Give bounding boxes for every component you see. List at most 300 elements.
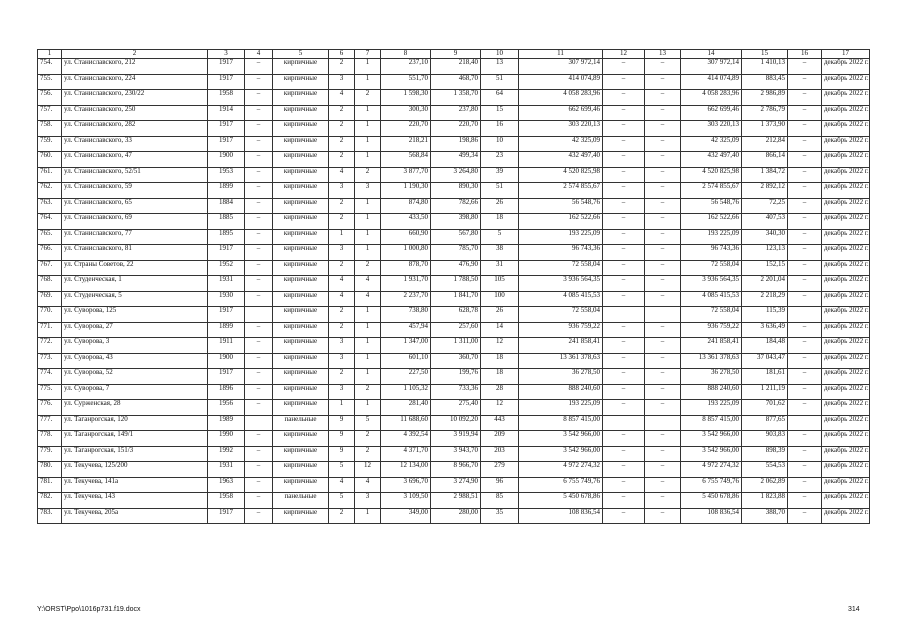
cell-row-number: 771. [38,322,62,338]
cell-row-number: 769. [38,291,62,307]
cell-col-16: – [788,462,822,478]
cell-entrances: 2 [355,446,381,462]
cell-col-16: – [788,229,822,245]
cell-residents: 18 [481,369,519,385]
cell-living-area: 398,80 [431,214,481,230]
cell-residents: 16 [481,121,519,137]
cell-cost-col-13: – [645,214,681,230]
cell-address: ул. Суворова, 52 [62,369,208,385]
column-number-header: 8 [381,50,431,59]
table-row [38,214,870,230]
cell-year-built: 1917 [208,307,245,323]
cell-cost-per-sqm: 2 218,29 [742,291,788,307]
cell-residents: 23 [481,152,519,168]
cell-entrances: 1 [355,121,381,137]
cell-total-cost: 241 858,41 [519,338,603,354]
column-number-header: 12 [603,50,645,59]
table-row [38,338,870,354]
cell-completion-date: декабрь 2022 г. [822,400,870,416]
cell-residents: 96 [481,477,519,493]
cell-wear: – [245,260,273,276]
column-number-header: 15 [742,50,788,59]
cell-total-area: 300,30 [381,105,431,121]
cell-cost-per-sqm: 3 636,49 [742,322,788,338]
table-row [38,136,870,152]
cell-cost-col-13: – [645,136,681,152]
cell-wall-material: кирпичные [273,214,329,230]
cell-year-built: 1930 [208,291,245,307]
cell-entrances: 4 [355,276,381,292]
cell-address: ул. Суворова, 43 [62,353,208,369]
cell-wall-material: панельные [273,493,329,509]
cell-row-number: 774. [38,369,62,385]
cell-total-cost: 193 225,09 [519,229,603,245]
cell-wall-material: кирпичные [273,276,329,292]
cell-floors: 4 [329,167,355,183]
cell-year-built: 1914 [208,105,245,121]
cell-wall-material: кирпичные [273,508,329,524]
cell-cost-per-sqm: 1 384,72 [742,167,788,183]
cell-cost-col-13: – [645,446,681,462]
cell-cost-per-sqm: 37 043,47 [742,353,788,369]
cell-address: ул. Таганрогская, 149/1 [62,431,208,447]
cell-col-16: – [788,353,822,369]
cell-address: ул. Станиславского, 282 [62,121,208,137]
cell-floors: 3 [329,353,355,369]
cell-entrances: 1 [355,74,381,90]
cell-living-area: 782,66 [431,198,481,214]
cell-wall-material: кирпичные [273,121,329,137]
cell-floors: 5 [329,493,355,509]
cell-cost-per-sqm: 123,13 [742,245,788,261]
cell-wall-material: кирпичные [273,59,329,75]
cell-living-area: 733,36 [431,384,481,400]
cell-total-cost: 662 699,46 [519,105,603,121]
column-number-header: 10 [481,50,519,59]
cell-address: ул. Студенческая, 1 [62,276,208,292]
table-row [38,493,870,509]
cell-floors: 2 [329,152,355,168]
cell-cost-per-sqm: 2 062,89 [742,477,788,493]
cell-cost-col-12: – [603,245,645,261]
cell-cost-col-12: – [603,198,645,214]
cell-floors: 2 [329,121,355,137]
cell-wear: – [245,136,273,152]
cell-completion-date: декабрь 2022 г. [822,59,870,75]
table-row [38,400,870,416]
cell-cost-col-14: 432 497,40 [681,152,742,168]
cell-wear: – [245,59,273,75]
cell-cost-col-14: 4 520 825,98 [681,167,742,183]
cell-col-16: – [788,167,822,183]
cell-address: ул. Станиславского, 47 [62,152,208,168]
cell-total-cost: 307 972,14 [519,59,603,75]
cell-row-number: 758. [38,121,62,137]
cell-cost-col-12: – [603,291,645,307]
cell-wear [245,415,273,431]
cell-year-built: 1917 [208,74,245,90]
cell-address: ул. Суворова, 3 [62,338,208,354]
cell-entrances: 1 [355,338,381,354]
cell-floors: 9 [329,415,355,431]
cell-col-16: – [788,338,822,354]
cell-cost-col-14: 193 225,09 [681,400,742,416]
cell-wear: – [245,338,273,354]
cell-cost-per-sqm: 2 892,12 [742,183,788,199]
cell-total-area: 4 371,70 [381,446,431,462]
cell-total-cost: 162 522,66 [519,214,603,230]
cell-total-cost: 5 450 678,86 [519,493,603,509]
cell-cost-per-sqm: 2 986,89 [742,90,788,106]
table-row [38,322,870,338]
cell-col-16: – [788,384,822,400]
cell-year-built: 1899 [208,183,245,199]
cell-total-area: 227,50 [381,369,431,385]
cell-completion-date: декабрь 2022 г. [822,462,870,478]
table-row [38,369,870,385]
cell-total-cost: 42 325,09 [519,136,603,152]
cell-residents: 51 [481,183,519,199]
table-row [38,260,870,276]
table-row [38,384,870,400]
cell-entrances: 2 [355,384,381,400]
cell-row-number: 754. [38,59,62,75]
cell-total-area: 551,70 [381,74,431,90]
cell-residents: 203 [481,446,519,462]
cell-entrances: 12 [355,462,381,478]
cell-row-number: 759. [38,136,62,152]
cell-entrances: 3 [355,493,381,509]
cell-floors: 4 [329,477,355,493]
cell-year-built: 1931 [208,276,245,292]
cell-row-number: 768. [38,276,62,292]
cell-wall-material: кирпичные [273,369,329,385]
cell-cost-col-13: – [645,276,681,292]
cell-cost-col-14: 2 574 855,67 [681,183,742,199]
cell-floors: 1 [329,229,355,245]
cell-col-16: – [788,477,822,493]
cell-residents: 26 [481,198,519,214]
cell-total-cost: 3 936 564,35 [519,276,603,292]
cell-address: ул. Станиславского, 77 [62,229,208,245]
table-row [38,59,870,75]
cell-wear: – [245,74,273,90]
cell-floors: 5 [329,462,355,478]
cell-wear: – [245,214,273,230]
table-row [38,477,870,493]
cell-total-cost: 432 497,40 [519,152,603,168]
cell-cost-per-sqm: 1 373,90 [742,121,788,137]
cell-living-area: 3 919,94 [431,431,481,447]
cell-total-area: 3 109,50 [381,493,431,509]
cell-completion-date: декабрь 2022 г. [822,369,870,385]
cell-wear: – [245,105,273,121]
cell-cost-col-13: – [645,121,681,137]
cell-total-cost: 4 520 825,98 [519,167,603,183]
cell-cost-col-14: 193 225,09 [681,229,742,245]
cell-cost-per-sqm: 877,65 [742,415,788,431]
cell-col-16: – [788,105,822,121]
cell-cost-col-14: 96 743,36 [681,245,742,261]
cell-cost-col-14: 13 361 378,63 [681,353,742,369]
cell-floors: 2 [329,260,355,276]
cell-wear: – [245,229,273,245]
column-number-header: 4 [245,50,273,59]
cell-total-cost: 36 278,50 [519,369,603,385]
cell-cost-per-sqm: 2 786,79 [742,105,788,121]
cell-living-area: 1 788,50 [431,276,481,292]
cell-total-cost: 8 857 415,00 [519,415,603,431]
cell-wear: – [245,477,273,493]
column-number-header: 17 [822,50,870,59]
cell-row-number: 777. [38,415,62,431]
cell-cost-col-13: – [645,384,681,400]
cell-residents: 14 [481,322,519,338]
document-path: Y:\ORST\Ppo\1016p731.f19.docx [37,606,141,613]
cell-residents: 38 [481,245,519,261]
cell-completion-date: декабрь 2022 г. [822,136,870,152]
page-number: 314 [848,606,860,613]
cell-cost-col-13: – [645,90,681,106]
cell-wear: – [245,508,273,524]
cell-residents: 5 [481,229,519,245]
cell-col-16: – [788,90,822,106]
cell-address: ул. Станиславского, 250 [62,105,208,121]
cell-completion-date: декабрь 2022 г. [822,353,870,369]
cell-residents: 15 [481,105,519,121]
cell-col-16: – [788,59,822,75]
cell-residents: 31 [481,260,519,276]
cell-wear: – [245,322,273,338]
cell-wear: – [245,400,273,416]
cell-address: ул. Станиславского, 65 [62,198,208,214]
column-number-header: 1 [38,50,62,59]
cell-col-16: – [788,214,822,230]
cell-cost-per-sqm: 181,61 [742,369,788,385]
cell-address: ул. Таганрогская, 120 [62,415,208,431]
cell-total-area: 660,90 [381,229,431,245]
cell-col-16: – [788,152,822,168]
cell-cost-col-13 [645,415,681,431]
cell-cost-per-sqm: 152,15 [742,260,788,276]
cell-address: ул. Текучева, 143 [62,493,208,509]
cell-cost-per-sqm: 340,30 [742,229,788,245]
cell-total-cost: 6 755 749,76 [519,477,603,493]
table-row [38,229,870,245]
cell-floors: 9 [329,431,355,447]
cell-wall-material: кирпичные [273,322,329,338]
cell-cost-col-12: – [603,400,645,416]
cell-wall-material: кирпичные [273,353,329,369]
cell-completion-date: декабрь 2022 г. [822,338,870,354]
cell-residents: 105 [481,276,519,292]
cell-row-number: 767. [38,260,62,276]
cell-floors: 2 [329,322,355,338]
table-row [38,245,870,261]
cell-wear: – [245,493,273,509]
cell-wear: – [245,431,273,447]
cell-cost-col-13: – [645,508,681,524]
cell-residents: 39 [481,167,519,183]
cell-wall-material: кирпичные [273,74,329,90]
cell-col-16: – [788,400,822,416]
cell-cost-col-14: 72 558,04 [681,307,742,323]
cell-cost-per-sqm: 1 410,13 [742,59,788,75]
cell-living-area: 280,00 [431,508,481,524]
cell-living-area: 257,60 [431,322,481,338]
column-number-header: 14 [681,50,742,59]
column-number-header: 3 [208,50,245,59]
cell-year-built: 1956 [208,400,245,416]
cell-cost-per-sqm: 72,25 [742,198,788,214]
cell-wall-material: кирпичные [273,446,329,462]
cell-wear: – [245,121,273,137]
cell-living-area: 199,76 [431,369,481,385]
cell-cost-col-13: – [645,245,681,261]
cell-cost-per-sqm: 883,45 [742,74,788,90]
cell-total-cost: 72 558,04 [519,260,603,276]
cell-address: ул. Станиславского, 33 [62,136,208,152]
cell-col-16: – [788,446,822,462]
column-number-header: 5 [273,50,329,59]
cell-cost-col-14: 6 755 749,76 [681,477,742,493]
cell-year-built: 1963 [208,477,245,493]
cell-total-area: 601,10 [381,353,431,369]
cell-wear: – [245,462,273,478]
cell-year-built: 1917 [208,508,245,524]
cell-cost-col-13: – [645,229,681,245]
cell-total-area: 3 877,70 [381,167,431,183]
cell-wall-material: кирпичные [273,183,329,199]
cell-entrances: 1 [355,136,381,152]
cell-cost-per-sqm: 898,39 [742,446,788,462]
cell-wear: – [245,152,273,168]
cell-completion-date: декабрь 2022 г. [822,291,870,307]
table-row [38,508,870,524]
cell-row-number: 761. [38,167,62,183]
cell-floors: 2 [329,307,355,323]
cell-total-cost: 4 085 415,53 [519,291,603,307]
cell-floors: 4 [329,276,355,292]
cell-total-area: 218,21 [381,136,431,152]
cell-year-built: 1911 [208,338,245,354]
cell-cost-col-14: 662 699,46 [681,105,742,121]
cell-col-16: – [788,198,822,214]
cell-residents: 64 [481,90,519,106]
cell-wall-material: кирпичные [273,105,329,121]
cell-total-cost: 96 743,36 [519,245,603,261]
cell-living-area: 567,80 [431,229,481,245]
cell-cost-col-12: – [603,260,645,276]
cell-year-built: 1990 [208,431,245,447]
cell-year-built: 1895 [208,229,245,245]
column-number-header: 9 [431,50,481,59]
cell-total-area: 1 931,70 [381,276,431,292]
table-row [38,291,870,307]
cell-living-area: 499,34 [431,152,481,168]
cell-cost-col-13: – [645,59,681,75]
cell-residents: 209 [481,431,519,447]
cell-floors: 3 [329,245,355,261]
cell-cost-col-13: – [645,260,681,276]
cell-cost-col-12 [603,415,645,431]
cell-cost-per-sqm: 184,48 [742,338,788,354]
cell-cost-col-14: 4 972 274,32 [681,462,742,478]
cell-floors: 3 [329,183,355,199]
cell-col-16 [788,307,822,323]
register-table [37,49,870,524]
cell-year-built: 1884 [208,198,245,214]
cell-row-number: 775. [38,384,62,400]
cell-year-built: 1953 [208,167,245,183]
cell-completion-date: декабрь 2022 г. [822,90,870,106]
cell-cost-col-13: – [645,400,681,416]
cell-cost-col-14: 241 858,41 [681,338,742,354]
cell-cost-col-14: 936 759,22 [681,322,742,338]
cell-col-16: – [788,291,822,307]
cell-total-cost: 72 558,04 [519,307,603,323]
cell-year-built: 1989 [208,415,245,431]
cell-row-number: 765. [38,229,62,245]
cell-floors: 3 [329,384,355,400]
cell-cost-col-13: – [645,369,681,385]
cell-completion-date: декабрь 2022 г. [822,105,870,121]
cell-residents: 12 [481,400,519,416]
cell-entrances: 1 [355,307,381,323]
cell-cost-col-14: 3 542 966,00 [681,446,742,462]
cell-completion-date: декабрь 2022 г. [822,446,870,462]
table-row [38,353,870,369]
cell-floors: 2 [329,214,355,230]
cell-address: ул. Станиславского, 52/51 [62,167,208,183]
table-row [38,152,870,168]
cell-cost-per-sqm: 1 211,19 [742,384,788,400]
cell-cost-per-sqm: 212,84 [742,136,788,152]
cell-total-area: 220,70 [381,121,431,137]
cell-cost-col-13: – [645,291,681,307]
cell-completion-date: декабрь 2022 г. [822,121,870,137]
cell-floors: 9 [329,446,355,462]
cell-completion-date: декабрь 2022 г. [822,276,870,292]
cell-address: ул. Студенческая, 5 [62,291,208,307]
cell-total-cost: 13 361 378,63 [519,353,603,369]
cell-cost-col-12: – [603,384,645,400]
cell-total-cost: 56 548,76 [519,198,603,214]
cell-cost-per-sqm: 701,62 [742,400,788,416]
cell-living-area: 3 943,70 [431,446,481,462]
cell-cost-per-sqm: 866,14 [742,152,788,168]
table-row [38,446,870,462]
cell-cost-col-13: – [645,338,681,354]
cell-address: ул. Станиславского, 69 [62,214,208,230]
cell-wear: – [245,369,273,385]
cell-wear: – [245,291,273,307]
cell-year-built: 1958 [208,493,245,509]
cell-cost-col-13 [645,307,681,323]
cell-year-built: 1917 [208,369,245,385]
cell-row-number: 773. [38,353,62,369]
cell-total-area: 237,10 [381,59,431,75]
cell-completion-date: декабрь 2022 г. [822,307,870,323]
cell-col-16 [788,415,822,431]
cell-row-number: 764. [38,214,62,230]
cell-completion-date: декабрь 2022 г. [822,477,870,493]
cell-entrances: 2 [355,431,381,447]
cell-floors: 2 [329,369,355,385]
cell-wear: – [245,276,273,292]
cell-entrances: 1 [355,369,381,385]
cell-living-area: 1 358,70 [431,90,481,106]
